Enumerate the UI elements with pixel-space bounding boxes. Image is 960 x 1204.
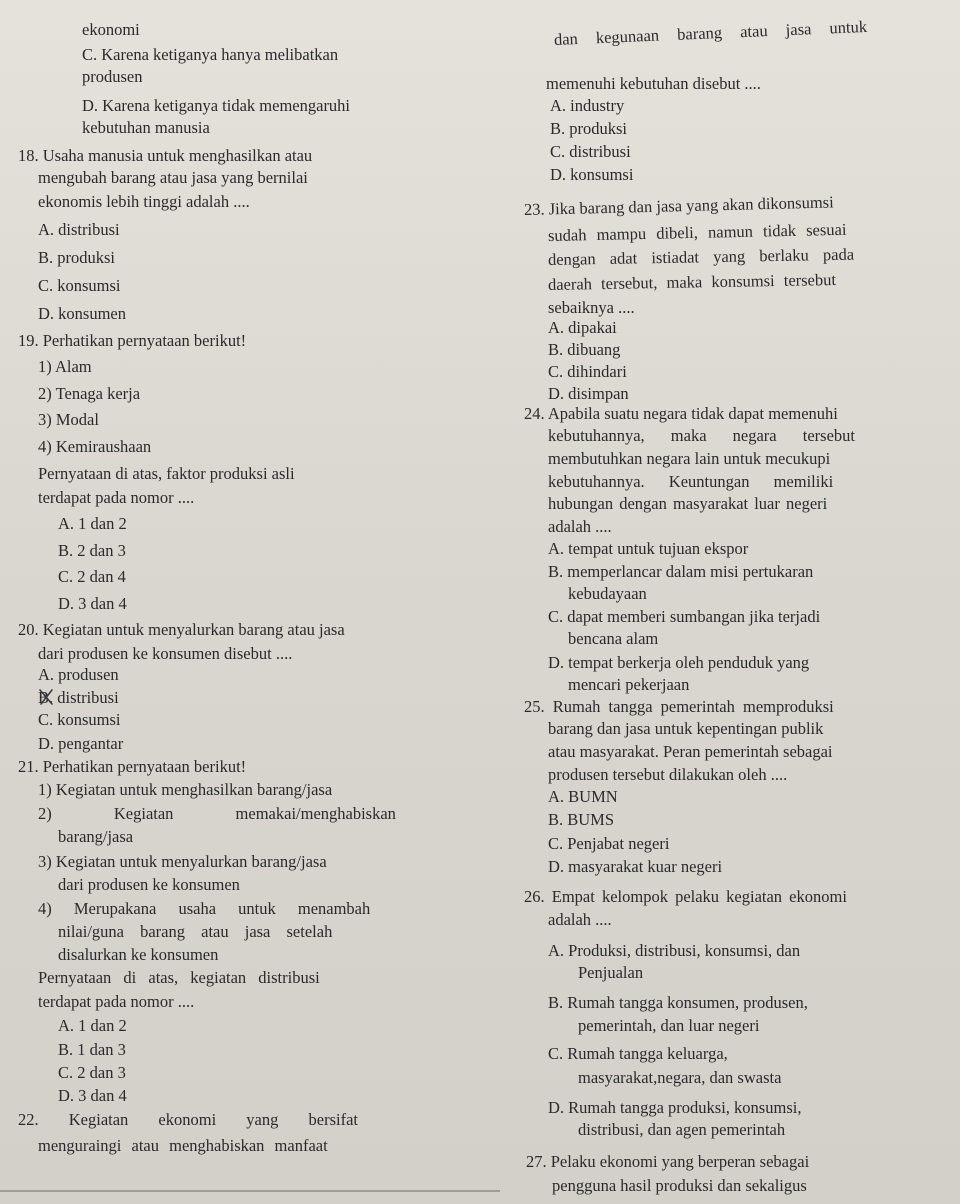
question-20-stem: 20. Kegiatan untuk menyalurkan barang atau jasa [18,620,345,639]
text-line [548,268,948,295]
option-b: B. dibuang [548,340,621,359]
option-c: C. 2 dan 3 [58,1063,126,1082]
question-22-stem: 22. Kegiatan ekonomi yang bersifat [18,1110,358,1129]
option-d: D. konsumen [38,304,126,323]
option-b: B. Rumah tangga konsumen, produsen, [548,993,808,1012]
question-26-stem: 26. Empat kelompok pelaku kegiatan ekonomi [524,887,847,906]
text-line [548,472,952,492]
text-line [548,243,948,270]
text-line: menguraingi atau menghabiskan manfaat [38,1136,328,1155]
option-b: B. memperlancar dalam misi pertukaran [548,562,814,581]
text-line: bencana alam [568,629,659,648]
option-c: C. distribusi [550,142,631,161]
option-d: D. 3 dan 4 [58,1086,127,1105]
text-line: mencari pekerjaan [568,675,690,694]
text-line: Penjualan [578,963,644,982]
text-line: mengubah barang atau jasa yang bernilai [38,168,308,187]
text-line-content: Pernyataan di atas, faktor produksi asli [38,464,295,483]
option-b: B. distribusi [38,688,119,707]
statement-item [38,899,430,919]
option-a: A. tempat untuk tujuan ekspor [548,539,749,558]
option-a: A. 1 dan 2 [58,514,127,533]
text-line: produsen [82,67,143,86]
option-d: D. tempat berkerja oleh penduduk yang [548,653,810,672]
option-a: A. dipakai [548,318,617,337]
text-line: adalah .... [548,517,612,536]
option-d: D. Rumah tangga produksi, konsumsi, [548,1098,802,1117]
question-18-stem: 18. Usaha manusia untuk menghasilkan atau [18,146,313,165]
option-d: D. konsumsi [550,165,634,184]
text-line [38,464,430,484]
text-line: Pernyataan di atas, kegiatan distribusi [38,968,320,987]
statement-item: 2) Kegiatan memakai/menghabiskan [38,804,396,823]
text-line: dari produsen ke konsumen disebut .... [38,644,293,663]
text-line: distribusi, dan agen pemerintah [578,1120,786,1139]
statement-item: 3) Modal [38,410,99,429]
text-line: terdapat pada nomor .... [38,488,195,507]
option-b: B. 1 dan 3 [58,1040,126,1059]
question-25-stem: 25. Rumah tangga pemerintah memproduksi [524,697,834,716]
option-b: B. BUMS [548,810,615,829]
text-line-content: kebutuhannya, maka negara tersebut [548,426,855,445]
option-b: B. produksi [38,248,116,267]
text-line: adalah .... [548,910,612,929]
text-line [548,218,948,246]
text-line: disalurkan ke konsumen [58,945,219,964]
text-line: memenuhi kebutuhan disebut .... [546,74,761,93]
text-line: dan kegunaan barang atau jasa untuk [553,16,868,49]
text-line-content: sudah mampu dibeli, namun tidak sesuai [547,219,847,245]
text-line: terdapat pada nomor .... [38,992,195,1011]
text-line: pengguna hasil produksi dan sekaligus [552,1176,807,1195]
option-a: A. industry [550,96,625,115]
option-a: A. distribusi [38,220,120,239]
text-line: ekonomis lebih tinggi adalah .... [38,192,250,211]
question-21-stem: 21. Perhatikan pernyataan berikut! [18,757,247,776]
option-c: C. dihindari [548,362,627,381]
option-a: A. produsen [38,665,119,684]
option-d: D. pengantar [38,734,124,753]
text-line: barang dan jasa untuk kepentingan publik [548,719,824,738]
text-line: D. Karena ketiganya tidak memengaruhi [82,96,351,115]
text-line: C. Karena ketiganya hanya melibatkan [82,45,339,64]
text-line: masyarakat,negara, dan swasta [578,1068,782,1087]
text-line-content: nilai/guna barang atau jasa setelah [58,922,333,941]
text-line-content: 4) Merupakana usaha untuk menambah [38,899,371,918]
text-line [58,922,430,942]
text-line: sebaiknya .... [548,298,635,317]
option-d: D. disimpan [548,384,629,403]
option-b: B. produksi [550,119,628,138]
option-a: A. Produksi, distribusi, konsumsi, dan [548,941,801,960]
option-d: D. masyarakat kuar negeri [548,857,723,876]
statement-item: 4) Kemiraushaan [38,437,152,456]
statement-item: 1) Alam [38,357,92,376]
option-c: C. Penjabat negeri [548,834,670,853]
option-c: C. konsumsi [38,710,121,729]
text-line: kebudayaan [568,584,647,603]
text-line-content: dengan adat istiadat yang berlaku pada [547,244,855,269]
option-c: C. konsumsi [38,276,121,295]
option-a: A. BUMN [548,787,618,806]
text-line: ekonomi [82,20,140,39]
question-23-stem: 23. Jika barang dan jasa yang akan dikonsumsi [523,192,834,219]
text-line: membutuhkan negara lain untuk mecukupi [548,449,831,468]
statement-item: 2) Tenaga kerja [38,384,141,403]
text-line: kebutuhan manusia [82,118,210,137]
page-edge-divider [0,1190,500,1192]
statement-item: 3) Kegiatan untuk menyalurkan barang/jasa [38,852,327,871]
text-line: barang/jasa [58,827,134,846]
option-b: B. 2 dan 3 [58,541,126,560]
text-line: produsen tersebut dilakukan oleh .... [548,765,788,784]
option-a: A. 1 dan 2 [58,1016,127,1035]
question-24-stem: 24. Apabila suatu negara tidak dapat memenuhi [524,404,838,423]
text-line-content: kebutuhannya. Keuntungan memiliki [548,472,834,491]
option-d: D. 3 dan 4 [58,594,127,613]
question-19-stem: 19. Perhatikan pernyataan berikut! [18,331,247,350]
option-c: C. dapat memberi sumbangan jika terjadi [548,607,821,626]
text-line: dari produsen ke konsumen [58,875,240,894]
text-line: pemerintah, dan luar negeri [578,1016,760,1035]
text-line [548,426,952,446]
statement-item: 1) Kegiatan untuk menghasilkan barang/jasa [38,780,333,799]
option-c: C. Rumah tangga keluarga, [548,1044,728,1063]
text-line: hubungan dengan masyarakat luar negeri [548,494,828,513]
question-27-stem: 27. Pelaku ekonomi yang berperan sebagai [526,1152,810,1171]
option-c: C. 2 dan 4 [58,567,126,586]
text-line-content: daerah tersebut, maka konsumsi tersebut [547,269,837,294]
text-line: atau masyarakat. Peran pemerintah sebagai [548,742,833,761]
